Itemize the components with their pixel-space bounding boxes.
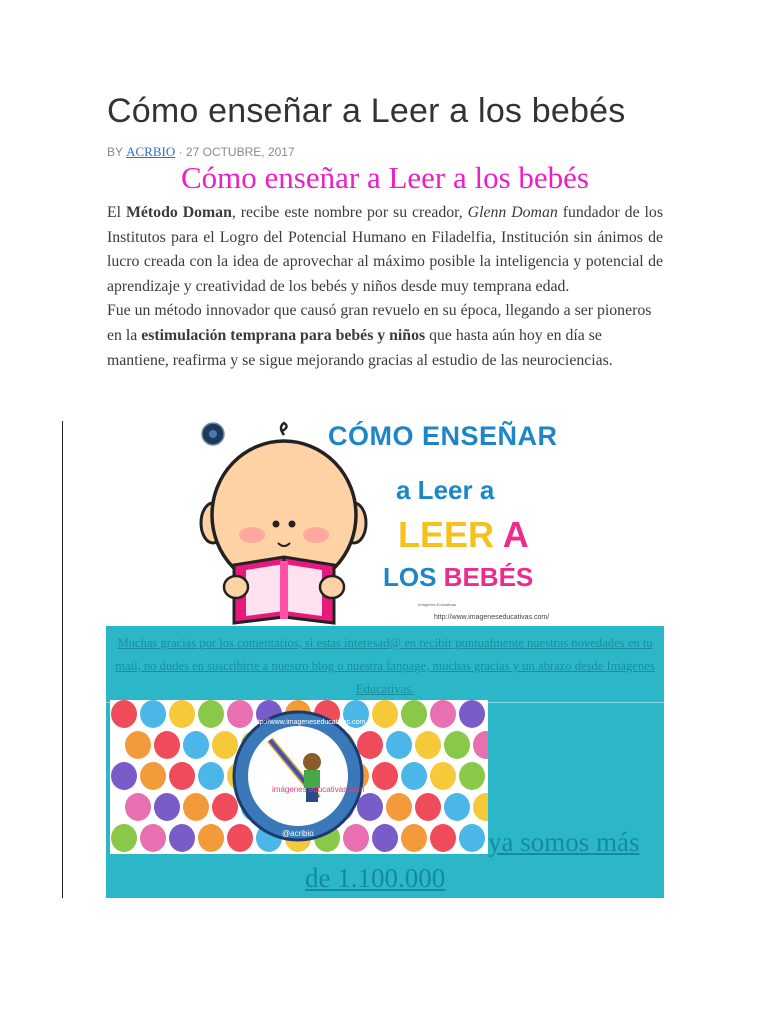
margin-rule — [62, 421, 63, 898]
polka-dot — [154, 731, 180, 759]
polka-dot — [140, 700, 166, 728]
badge-url: http://www.imageneseducativas.com — [252, 719, 366, 726]
promo-box — [106, 626, 664, 898]
badge-handle: @acribio — [282, 829, 314, 838]
polka-dot — [183, 793, 209, 821]
post-title: Cómo enseñar a Leer a los bebés — [107, 92, 626, 130]
polka-dot — [459, 824, 485, 852]
meta-by: BY — [107, 145, 127, 159]
polka-dot — [430, 824, 456, 852]
polka-dot — [169, 824, 195, 852]
p2-bold-stimulation: estimulación temprana para bebés y niños — [141, 326, 426, 344]
polka-dot — [212, 793, 238, 821]
p1-italic-name: Glenn Doman — [467, 204, 558, 221]
paragraph-2 — [107, 299, 663, 373]
post-meta — [107, 144, 295, 160]
polka-dot — [372, 700, 398, 728]
polka-dot — [198, 700, 224, 728]
polka-dot — [169, 762, 195, 790]
polka-dot — [459, 762, 485, 790]
promo-link-text[interactable]: Muchas gracias por los comentarios, si estas interesad@ en recibir puntualmente nuestras novedades en tu mail, no dudes en suscribirte a nuestro blog o nuestra fanpage, muchas gracias y un abrazo desde Imágenes Educativas. — [115, 636, 655, 696]
polka-dot — [372, 762, 398, 790]
polka-dot — [125, 731, 151, 759]
hero-url: http://www.imageneseducativas.com/ — [434, 614, 550, 621]
hero-line-1: CÓMO ENSEÑAR — [328, 421, 558, 451]
polka-dot — [343, 824, 369, 852]
promo-subscribers-line-1[interactable]: ya somos más — [488, 827, 640, 857]
content-subtitle: Cómo enseñar a Leer a los bebés — [180, 160, 589, 195]
polka-dot — [357, 731, 383, 759]
p1-bold-method: Método Doman — [126, 204, 232, 221]
p2-text-c: que hasta aún hoy en día se mantiene, reafirma y se sigue mejorando gracias al estudio de las neurociencias. — [107, 326, 613, 369]
polka-dot — [415, 731, 441, 759]
meta-separator: · — [175, 145, 186, 159]
polka-dot — [430, 762, 456, 790]
polka-dot — [444, 731, 470, 759]
hero-line-3 — [398, 514, 529, 556]
polka-dot — [111, 762, 137, 790]
author-link[interactable]: ACRBIO — [126, 144, 176, 159]
polka-dot — [415, 793, 441, 821]
polka-dot — [401, 824, 427, 852]
badge-name: imágenes educativas.com — [272, 785, 365, 794]
polka-dot — [401, 762, 427, 790]
polka-dot — [227, 824, 253, 852]
polka-dot — [357, 793, 383, 821]
hero-line-4a: LOS — [383, 562, 444, 592]
hero-line-4 — [383, 562, 533, 593]
hero-illustration — [192, 415, 572, 627]
p1-text-e: fundador de los Institutos para el Logro del Potencial Humano en Filadelfia, Institución sin ánimos de lucro creada con la idea de aprovechar al máximo posible la inteligencia y potencial de aprendizaje y creatividad de los bebés y niños desde muy temprana edad. — [107, 204, 663, 295]
hero-line-3a: LEER — [398, 514, 503, 555]
promo-subscribers-line-2[interactable]: de 1.100.000 — [305, 863, 446, 893]
polka-dot — [140, 824, 166, 852]
polka-dot — [154, 793, 180, 821]
post-date: 27 OCTUBRE, 2017 — [185, 145, 295, 159]
p2-text-a: Fue un método innovador que causó gran revuelo en su época, llegando a ser pioneros en la — [107, 302, 652, 344]
hero-line-4b: BEBÉS — [443, 562, 534, 592]
polka-dot — [430, 700, 456, 728]
polka-dot — [125, 793, 151, 821]
polka-dot — [198, 824, 224, 852]
polka-dot — [212, 731, 238, 759]
hero-line-2: a Leer a — [396, 475, 495, 505]
polka-dot — [459, 700, 485, 728]
polka-dot — [372, 824, 398, 852]
promo-badge-image[interactable] — [110, 700, 488, 854]
polka-dot — [401, 700, 427, 728]
p1-text-c: , recibe este nombre por su creador, — [231, 204, 468, 221]
polka-dot — [386, 793, 412, 821]
article-body — [107, 201, 663, 373]
hero-line-3b: A — [502, 514, 529, 555]
polka-dot — [111, 700, 137, 728]
polka-dot — [111, 824, 137, 852]
polka-dot — [183, 731, 209, 759]
polka-dot — [444, 793, 470, 821]
paragraph-1 — [107, 201, 663, 299]
polka-dot — [386, 731, 412, 759]
hero-credit: Imágenes Educativas — [418, 602, 457, 607]
polka-dot-banner — [110, 700, 488, 854]
p1-text-a: El — [107, 204, 126, 221]
polka-dot — [227, 700, 253, 728]
polka-dot — [198, 762, 224, 790]
polka-dot — [140, 762, 166, 790]
polka-dot — [169, 700, 195, 728]
